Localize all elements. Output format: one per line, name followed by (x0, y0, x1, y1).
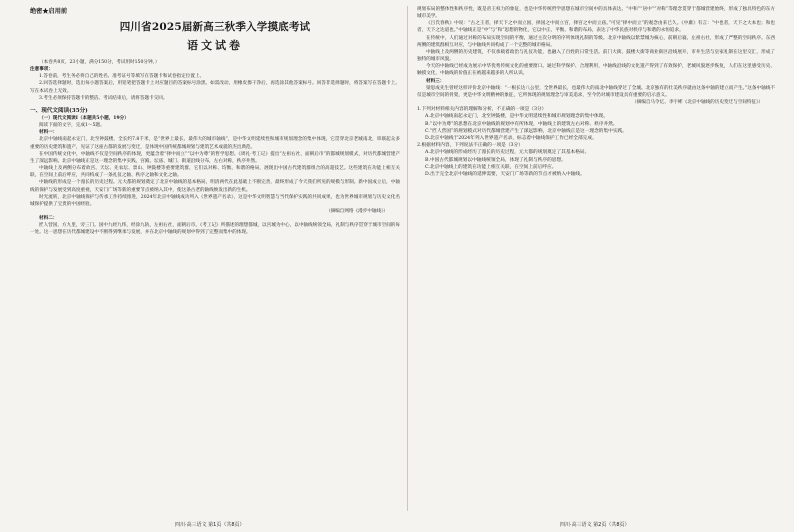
passage-paragraph: 中轴线上及两侧的历史建筑，不仅承载着政治与礼仪功能，也融入了百姓的日常生活。前门大街、鼓楼大街等商业街区沿线展开，市井生活与皇家礼制在这里交汇，形成了独特的城市风貌。 (417, 49, 775, 63)
notice-item: 2.回答选择题时，选出每小题答案后，用铅笔把答题卡上对应题目的答案标号涂黑。如需改动，用橡皮擦干净后，再选涂其他答案标号。回答非选择题时，将答案写在答题卡上。写在本试卷上无效。 (30, 81, 400, 94)
notice-item: 1.答卷前，考生务必将自己的姓名、准考证号等填写在答题卡和试卷指定位置上。 (39, 74, 205, 80)
passage-paragraph: 中轴线的形成是一个漫长的历史过程。元大都的规划奠定了北京中轴线的基本格局，明清两代在此基础上不断完善，最终形成了今天我们所见的规模与形制。新中国成立后，中轴线的保护与发展受到高度重视，天安门广场等新的重要节点被纳入其中，使这条古老的轴线焕发出新的生机。 (30, 180, 400, 193)
passage-paragraph: 规划布局的整体性和秩序性，既是帝王权力的象征，也是中华传统哲学思想在城市空间中的具体表达。“中和”“居中”“对称”等理念贯穿于都城营建始终，形成了独具特色的东方城市美学。 (417, 7, 775, 20)
question-option: D.出于完全北京中轴线的延伸需要，天安门广场等新的节点才被纳入中轴线。 (425, 172, 585, 178)
right-column (417, 6, 775, 511)
question-option: B.中国古代都城规划以中轴线统领全局，体现了礼制与秩序的思想。 (425, 157, 566, 163)
exam-subtitle: 语文试卷 (187, 39, 243, 52)
passage-paragraph: 匠人营国，方九里，旁三门。国中九经九纬，经涂九轨，左祖右社，面朝后市。《考工记》所描述的理想都城，以宫城为中心，以中轴线统领全局，礼制与秩序贯穿于城市空间的每一处。这一思想在历代都城建设中不断得到继承与发展，并在北京中轴线的规划中得到了完整而集中的体现。 (30, 223, 400, 236)
question-option: D.北京中轴线于2024年列入世界遗产名录，标志着中轴线保护工作已经全部完成。 (425, 136, 597, 141)
question-2: 2.根据材料内容，下列说法不正确的一项是（3分） (417, 143, 523, 149)
question-option: C.北京中轴线上的建筑在功能上相互关联，在空间上前后呼应。 (425, 164, 557, 170)
question-option: C.“匠人营国”的规划模式对历代都城营建产生了深远影响，北京中轴线正是这一理念的集中实践。 (425, 128, 627, 134)
passage-paragraph: 在传统中，人们通过对称的布局实现空间的平衡，通过主次分明的序列体现礼制的等级。北京中轴线以紫禁城为核心，前朝后寝、左祖右社，形成了严整的空间秩序。东西两侧的建筑群相互对应，与中轴线共同构成了一个完整的城市格局。 (417, 35, 775, 48)
passage-paragraph: 梁思成先生曾经这样评价北京中轴线：“一根长达八公里，全世界最长，也最伟大的南北中轴线穿过了全城。北京独有的壮美秩序就由这条中轴的建立而产生。”这条中轴线不仅是城市空间的骨架，更是中华文明精神的象征，它所体现的规划理念与审美追求，至今仍对城市建设具有重要的启示意义。 (417, 85, 775, 98)
passage-paragraph: 《吕氏春秋》中说：“古之王者，择天下之中而立国，择国之中而立宫，择宫之中而立庙。”可见“择中而立”的观念由来已久。《中庸》有言：“中也者，天下之大本也；和也者，天下之达道也。”中轴线正是“中”与“和”思想的物化，它以中正、平衡、和谐的布局，表达了中华民族对秩序与和谐的永恒追求。 (417, 21, 775, 34)
exam-info: （本卷共8页，23小题，满分150分，考试用时150分钟。） (39, 60, 160, 65)
passage-paragraph: 时光流转，北京中轴线保护与传承工作持续推进，2024年北京中轴线成功列入《世界遗产名录》，这是中华文明智慧与当代保护实践的共同成果，也为世界城市规划与历史文化名城保护提供了宝贵的中国经验。 (30, 194, 400, 207)
material-2-label: 材料二： (39, 216, 58, 222)
left-column (30, 6, 400, 511)
passage-paragraph: 在中国传统文化中，中轴线不仅是空间秩序的体现，更蕴含着“择中而立”“以中为尊”的哲学思想。《周礼·考工记》提出“左祖右社，面朝后市”的都城规划模式，对历代都城营建产生了深远影响。北京中轴线正是这一理念的集中实践，宫殿、坛庙、城门、街道沿线分布，左右对称，秩序井然。 (30, 151, 400, 164)
page-footer-left: 四川·高三语文 第1页（共8页） (175, 522, 245, 528)
source-citation: （摘编自网络《漫步中轴线》） (325, 208, 388, 214)
column-divider (407, 6, 408, 511)
question-option: A.北京中轴线的形成经历了漫长的历史过程，元大都的规划奠定了其基本格局。 (425, 150, 590, 156)
question-option: B.“以中为尊”的思想在北京中轴线的规划中有所体现，中轴线上的建筑左右对称、秩序井然。 (425, 121, 618, 127)
passage-paragraph: 北京中轴线南起永定门，北至钟鼓楼，全长约7.8千米，是“世界上最长、最伟大的城市轴线”，是中华文明延续性和城市规划理念的集中体现。它贯穿北京老城南北，串联起众多重要的历史建筑和遗产，见证了这座古都的发展与变迁，是体现中国传统都城规划与建筑艺术成就的杰出典范。 (30, 137, 400, 150)
page-footer-right: 四川·高三语文 第2页（共8页） (560, 522, 630, 528)
passage-paragraph: 今天的中轴线已经成为展示中华优秀传统文化的重要窗口。通过科学保护、合理利用，中轴线沿线的文化遗产得到了有效保护，老城风貌逐步恢复，人们在这里感受历史、触摸文化，中轴线的价值正在被越来越多的人所认识。 (417, 64, 775, 77)
notice-item: 3.考生必须保持答题卡的整洁。考试结束后，请将答题卡交回。 (39, 95, 168, 101)
exam-title: 四川省2025届新高三秋季入学摸底考试 (119, 21, 311, 33)
subsection-heading: （一）现代文阅读Ⅰ（本题共5小题，19分） (39, 115, 129, 121)
section-heading: 一、现代文阅读(35分) (30, 107, 88, 114)
question-1: 1.下列对材料相关内容的理解和分析，不正确的一项是（3分） (417, 107, 547, 113)
passage-paragraph: 中轴线上及两侧分布着故宫、天坛、先农坛、景山、钟鼓楼等重要建筑群，它们以对称、均衡、和谐的格局，展现出中国古代建筑群组合的高超技艺。这些建筑在功能上相互关联，在空间上前后呼应，共同构成了一条礼仪之轴、秩序之轴和文化之轴。 (30, 166, 400, 179)
notice-heading: 注意事项： (30, 67, 53, 73)
material-3-label: 材料三： (426, 78, 445, 84)
reading-instruction: 阅读下面的文字，完成1～5题。 (39, 123, 105, 129)
question-option: A.北京中轴线南起永定门，北至钟鼓楼，是中华文明延续性和城市规划理念的集中体现。 (425, 114, 609, 120)
source-citation: （摘编自马令亿、李宇彬《北京中轴线的历史变迁与空间特征》） (632, 100, 763, 106)
secret-label: 绝密★启用前 (30, 8, 68, 15)
material-1-label: 材料一： (39, 130, 58, 136)
